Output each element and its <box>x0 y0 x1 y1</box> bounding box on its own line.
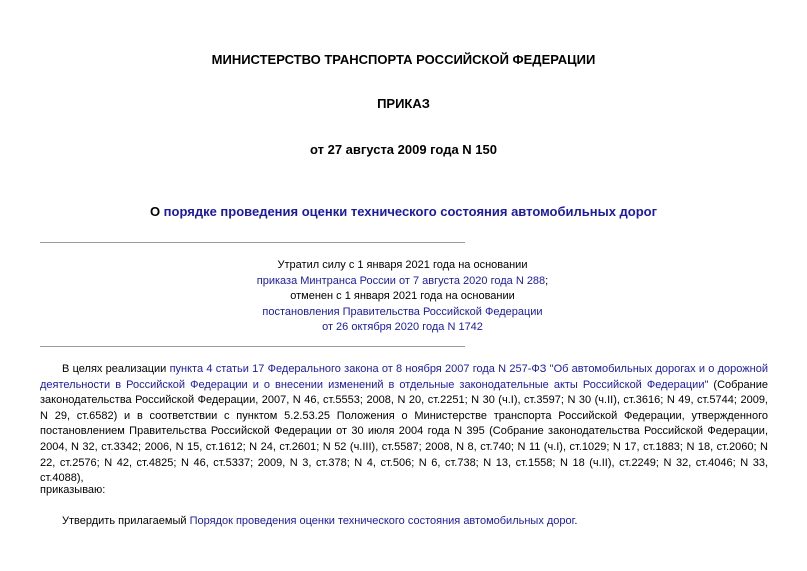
status-line-1: Утратил силу с 1 января 2021 года на основании <box>277 259 528 271</box>
date-number-heading: от 27 августа 2009 года N 150 <box>310 142 497 157</box>
status-line-4 <box>40 305 765 321</box>
status-line-2 <box>40 274 765 290</box>
order-word: приказываю: <box>40 484 106 496</box>
preamble-rest: (Собрание законодательства Российской Федерации, 2007, N 46, ст.5553; 2008, N 20, ст.2251; N 30 (ч.I), ст.3597; N 30 (ч.II), ст.3616; N 49, ст.5744; 2009, N 29, ст.6582) и в соответствии с пунктом 5.2.53.25 Положения о Министерстве транспорта Российской Федерации, утвержденного постановлением Правительства Российской Федерации от 30 июля 2004 года N 395 (Собрание законодательства Российской Федерации, 2004, N 32, ст.3342; 2006, N 15, ст.1612; N 24, ст.2601; N 52 (ч.III), ст.5587; 2008, N 8, ст.740; N 11 (ч.I), ст.1029; N 17, ст.1883; N 18, ст.2060; N 22, ст.2576; N 42, ст.4825; N 46, ст.5337; 2009, N 3, ст.378; N 4, ст.506; N 6, ст.738; N 13, ст.1558; N 18 (ч.II), ст.2249; N 32, ст.4046; N 33, ст.4088), <box>40 378 769 485</box>
status-line-2-suffix: ; <box>545 274 549 287</box>
approval-paragraph <box>62 515 577 527</box>
approval-suffix: . <box>574 515 578 527</box>
subject-prefix: О <box>149 204 164 219</box>
ministry-heading: МИНИСТЕРСТВО ТРАНСПОРТА РОССИЙСКОЙ ФЕДЕРАЦИИ <box>211 52 596 67</box>
preamble-prefix: В целях реализации <box>62 363 170 375</box>
divider-top <box>40 242 465 243</box>
status-block <box>40 258 765 336</box>
government-decree-link[interactable]: постановления Правительства Российской Федерации <box>262 305 543 318</box>
status-line-3: отменен с 1 января 2021 года на основании <box>290 290 515 302</box>
procedure-link[interactable]: Порядок проведения оценки технического состояния автомобильных дорог <box>189 515 575 527</box>
subject-link[interactable]: порядке проведения оценки технического состояния автомобильных дорог <box>163 204 658 219</box>
document-type-heading: ПРИКАЗ <box>377 96 430 111</box>
status-line-5 <box>40 320 765 336</box>
government-decree-date-link[interactable]: от 26 октября 2020 года N 1742 <box>322 321 483 333</box>
approval-prefix: Утвердить прилагаемый <box>62 515 190 527</box>
federal-law-link[interactable]: пункта 4 статьи 17 Федерального закона от 8 ноября 2007 года N 257-ФЗ "Об автомобильных дорогах и о дорожной деятельности в Российской Федерации и о внесении изменений в отдельные законодательные акты Российской Федерации" <box>40 363 768 391</box>
repeal-order-link[interactable]: приказа Минтранса России от 7 августа 2020 года N 288 <box>256 274 546 287</box>
preamble-paragraph <box>40 362 768 487</box>
divider-bottom <box>40 346 465 347</box>
subject-heading <box>0 204 807 219</box>
